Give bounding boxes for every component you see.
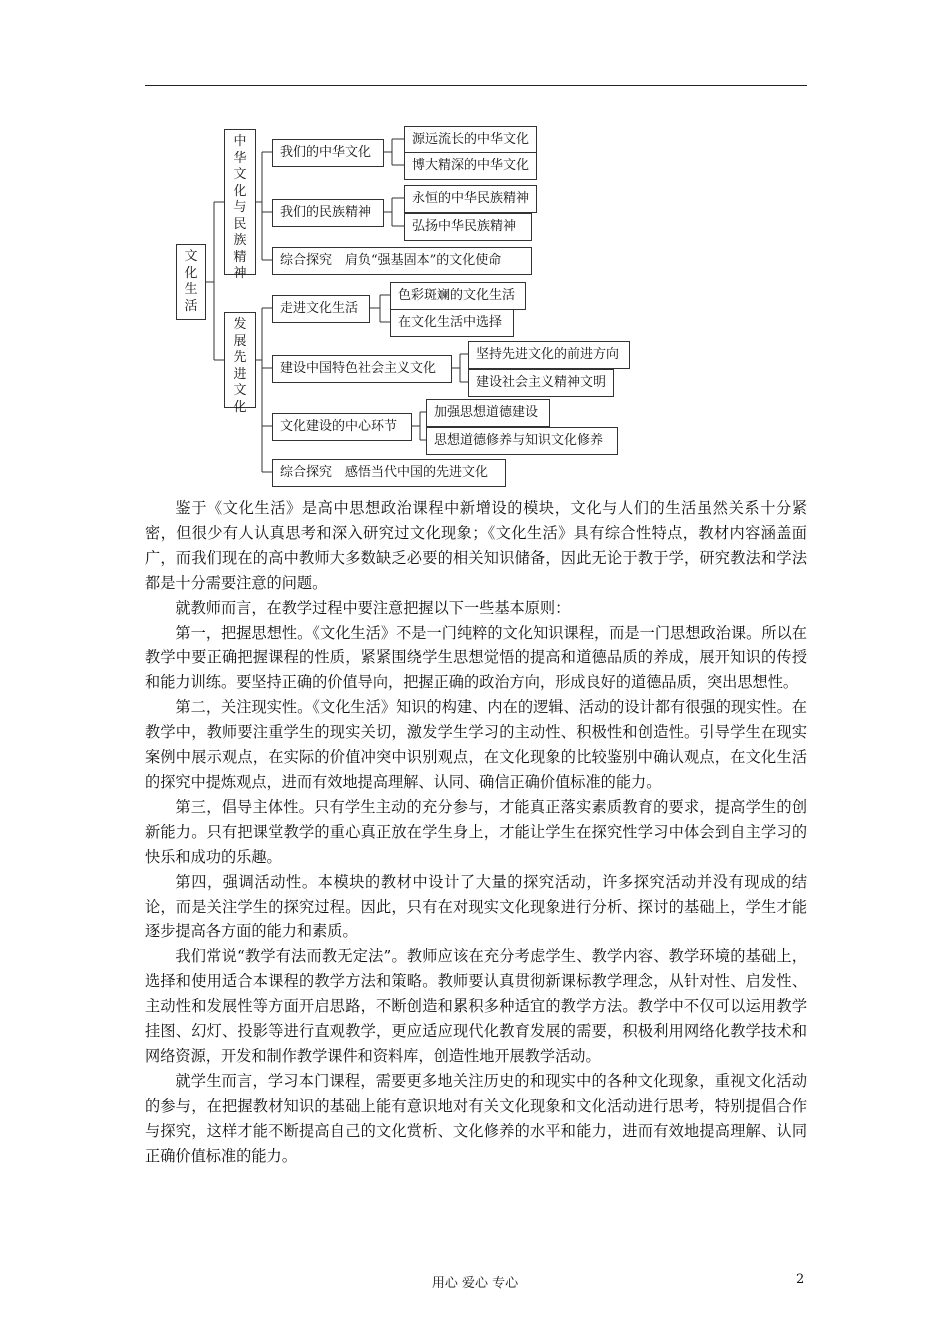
diagram-leaf-node: 博大精深的中华文化 bbox=[404, 152, 537, 180]
diagram-node: 我们的民族精神 bbox=[272, 199, 384, 227]
paragraph: 第三，倡导主体性。只有学生主动的充分参与，才能真正落实素质教育的要求，提高学生的创新能力。只有把课堂教学的重心真正放在学生身上，才能让学生在探究性学习中体会到自主学习的快乐和成功的乐趣。 bbox=[145, 797, 807, 866]
diagram-node: 我们的中华文化 bbox=[272, 139, 384, 167]
paragraph: 第四，强调活动性。本模块的教材中设计了大量的探究活动，许多探究活动并没有现成的结论，而是关注学生的探究过程。因此，只有在对现实文化现象进行分析、探讨的基础上，学生才能逐步提高各方面的能力和素质。 bbox=[145, 872, 807, 941]
diagram-root-node: 文化生活 bbox=[176, 244, 206, 320]
page-number: 2 bbox=[796, 1272, 805, 1287]
diagram-node: 建设中国特色社会主义文化 bbox=[272, 355, 452, 383]
diagram-leaf-node: 永恒的中华民族精神 bbox=[404, 185, 537, 213]
diagram-node: 综合探究 感悟当代中国的先进文化 bbox=[272, 459, 506, 487]
diagram-leaf-node: 弘扬中华民族精神 bbox=[404, 213, 532, 241]
paragraph: 鉴于《文化生活》是高中思想政治课程中新增设的模块，文化与人们的生活虽然关系十分紧密，但很少有人认真思考和深入研究过文化现象；《文化生活》具有综合性特点，教材内容涵盖面广，而我们现在的高中教师大多数缺乏必要的相关知识储备，因此无论于教于学，研究教法和学法都是十分需要注意的问题。 bbox=[145, 499, 807, 592]
diagram-leaf-node: 加强思想道德建设 bbox=[426, 399, 550, 427]
body-text bbox=[145, 496, 807, 1168]
diagram-leaf-node: 色彩斑斓的文化生活 bbox=[390, 282, 526, 310]
diagram-leaf-node: 源远流长的中华文化 bbox=[404, 126, 537, 154]
paragraph: 我们常说“教学有法而教无定法”。教师应该在充分考虑学生、教学内容、教学环境的基础上，选择和使用适合本课程的教学方法和策略。教师要认真贯彻新课标教学理念，从针对性、启发性、主动性和发展性等方面开启思路，不断创造和累积多种适宜的教学方法。教学中不仅可以运用教学挂图、幻灯、投影等进行直观教学，更应适应现代化教育发展的需要，积极利用网络化教学技术和网络资源，开发和制作教学课件和资料库，创造性地开展教学活动。 bbox=[145, 947, 807, 1065]
diagram-leaf-node: 坚持先进文化的前进方向 bbox=[468, 341, 630, 369]
footer-motto: 用心 爱心 专心 bbox=[431, 1276, 519, 1291]
paragraph: 第二，关注现实性。《文化生活》知识的构建、内在的逻辑、活动的设计都有很强的现实性。在教学中，教师要注重学生的现实关切，激发学生学习的主动性、积极性和创造性。引导学生在现实案例中展示观点，在实际的价值冲突中识别观点，在文化现象的比较鉴别中确认观点，在文化生活的探究中提炼观点，进而有效地提高理解、认同、确信正确价值标准的能力。 bbox=[145, 698, 807, 791]
paragraph: 就学生而言，学习本门课程，需要更多地关注历史的和现实中的各种文化现象，重视文化活动的参与，在把握教材知识的基础上能有意识地对有关文化现象和文化活动进行思考，特别提倡合作与探究，这样才能不断提高自己的文化赏析、文化修养的水平和能力，进而有效地提高理解、认同正确价值标准的能力。 bbox=[145, 1071, 807, 1165]
diagram-leaf-node: 在文化生活中选择 bbox=[390, 309, 514, 337]
diagram-leaf-node: 思想道德修养与知识文化修养 bbox=[426, 427, 618, 455]
diagram-branch-node-advanced-culture: 发展先进文化 bbox=[224, 312, 256, 408]
diagram-node: 综合探究 肩负“强基固本”的文化使命 bbox=[272, 247, 532, 275]
paragraph: 就教师而言，在教学过程中要注意把握以下一些基本原则： bbox=[175, 598, 571, 617]
diagram-node: 文化建设的中心环节 bbox=[272, 413, 412, 441]
paragraph: 第一，把握思想性。《文化生活》不是一门纯粹的文化知识课程，而是一门思想政治课。所以在教学中要正确把握课程的性质，紧紧围绕学生思想觉悟的提高和道德品质的养成，展开知识的传授和能力训练。要坚持正确的价值导向，把握正确的政治方向，形成良好的道德品质，突出思想性。 bbox=[145, 623, 807, 692]
diagram-node: 走进文化生活 bbox=[272, 295, 370, 323]
diagram-leaf-node: 建设社会主义精神文明 bbox=[468, 369, 614, 397]
diagram-branch-node-chinese-culture: 中华文化与民族精神 bbox=[224, 129, 256, 275]
